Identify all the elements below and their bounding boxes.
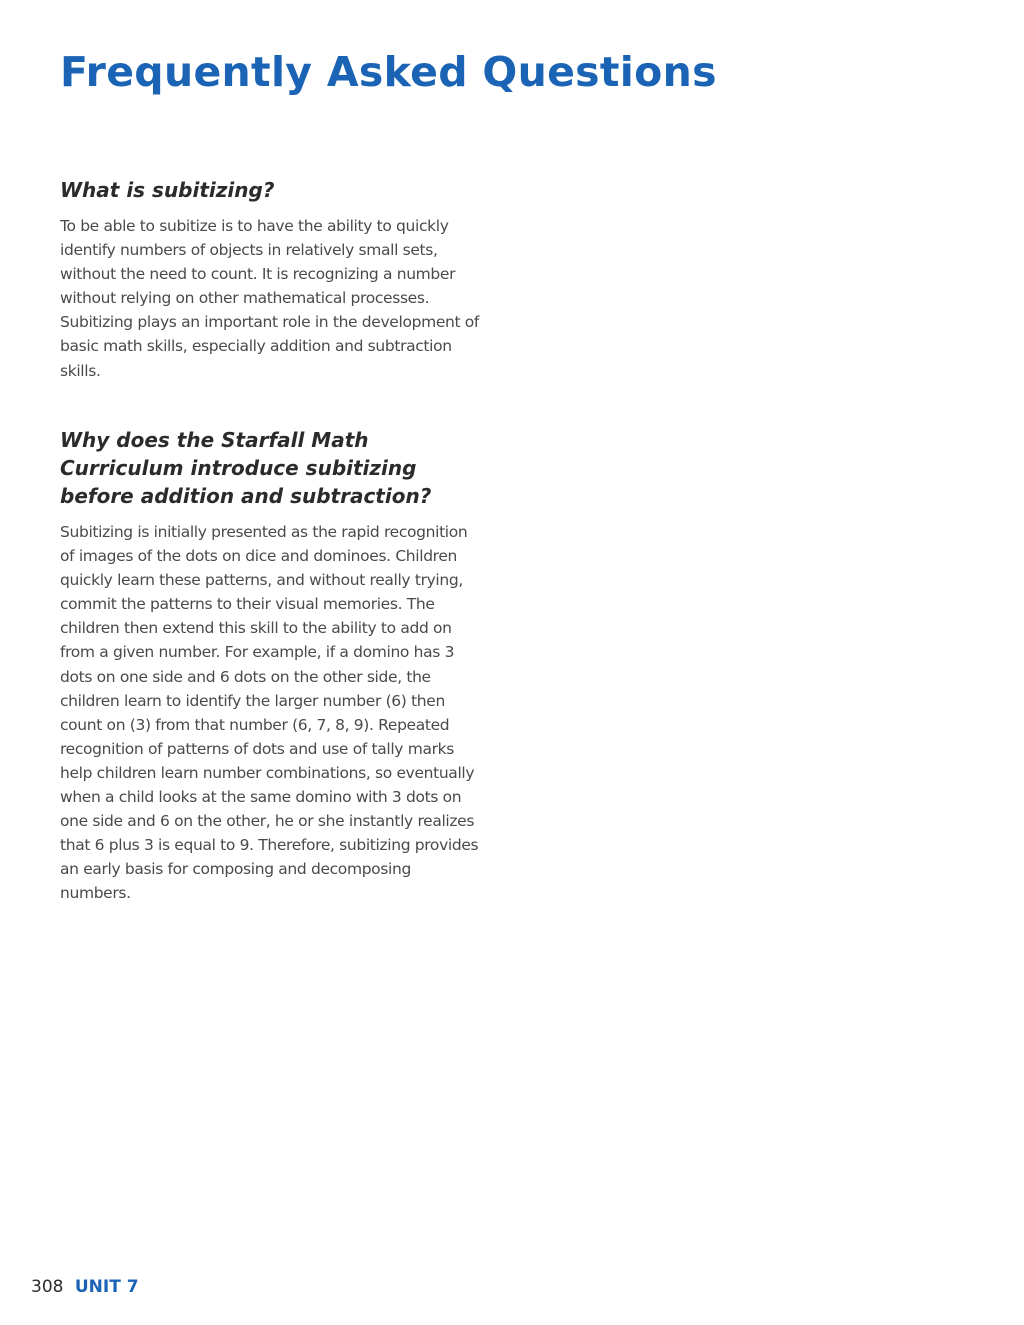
- page-number: 308: [31, 1277, 64, 1297]
- faq-item: [60, 176, 480, 383]
- page-footer: [31, 1277, 139, 1297]
- unit-label: UNIT 7: [74, 1277, 139, 1297]
- faq-answer: Subitizing is initially presented as the rapid recognition of images of the dots on dice and dominoes. Children quickly learn these patterns, and without really trying, commit the patterns to their visual memories. The children then extend this skill to the ability to add on from a given number. For example, if a domino has 3 dots on one side and 6 dots on the other side, the children learn to identify the larger number (6) then count on (3) from that number (6, 7, 8, 9). Repeated recognition of patterns of dots and use of tally marks help children learn number combinations, so eventually when a child looks at the same domino with 3 dots on one side and 6 on the other, he or she instantly realizes that 6 plus 3 is equal to 9. Therefore, subitizing provides an early basis for composing and decomposing numbers.: [60, 523, 479, 903]
- faq-question: Why does the Starfall Math Curriculum introduce subitizing before addition and subtraction?: [60, 428, 432, 508]
- faq-question: What is subitizing?: [60, 178, 275, 202]
- faq-answer: To be able to subitize is to have the ability to quickly identify numbers of objects in relatively small sets, without the need to count. It is recognizing a number without relying on other mathematical processes. Subitizing plays an important role in the development of basic math skills, especially addition and subtraction skills.: [60, 217, 480, 380]
- faq-item: [60, 426, 480, 906]
- page-title: Frequently Asked Questions: [60, 48, 717, 96]
